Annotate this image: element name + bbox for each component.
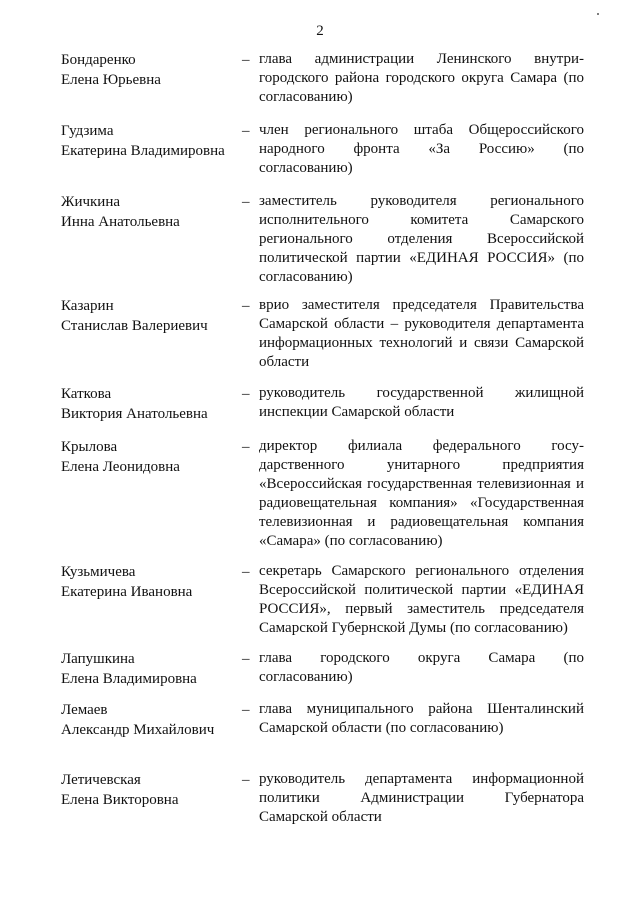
position-line: согласованию) — [259, 89, 353, 105]
surname: Жичкина — [61, 194, 121, 210]
surname: Казарин — [61, 298, 114, 314]
person-name — [61, 50, 241, 90]
position-description — [259, 50, 584, 107]
position-line: городского района городского округа Самара (по — [259, 70, 584, 86]
position-description — [259, 192, 584, 287]
position-description — [259, 384, 584, 422]
given-names: Инна Анатольевна — [61, 214, 180, 230]
surname: Бондаренко — [61, 52, 136, 68]
position-description — [259, 437, 584, 551]
person-name — [61, 700, 241, 740]
position-line: инспекции Самарской области — [259, 404, 455, 420]
person-name — [61, 649, 241, 689]
position-line: исполнительного комитета Самарского — [259, 212, 584, 228]
dash-separator: – — [242, 194, 250, 210]
surname: Гудзима — [61, 123, 114, 139]
person-name — [61, 121, 241, 161]
page-number: 2 — [316, 23, 324, 39]
position-line: дарственного унитарного предприятия — [259, 457, 584, 473]
position-line: член регионального штаба Общероссийского — [259, 122, 584, 138]
person-name — [61, 437, 241, 477]
position-line: телевизионная и радиовещательная компания — [259, 514, 584, 530]
dash-separator: – — [242, 52, 250, 68]
position-line: радиовещательная компания» «Государственная — [259, 495, 584, 511]
position-description — [259, 121, 584, 178]
position-description — [259, 296, 584, 372]
position-line: «Всероссийская государственная телевизионная и — [259, 476, 584, 492]
surname: Лемаев — [61, 702, 108, 718]
person-name — [61, 296, 241, 336]
position-description — [259, 649, 584, 687]
given-names: Екатерина Владимировна — [61, 143, 225, 159]
position-line: области — [259, 354, 310, 370]
position-line: согласованию) — [259, 269, 353, 285]
dash-separator: – — [242, 386, 250, 402]
dash-separator: – — [242, 123, 250, 139]
given-names: Екатерина Ивановна — [61, 584, 193, 600]
given-names: Станислав Валериевич — [61, 318, 208, 334]
position-description — [259, 770, 584, 827]
person-name — [61, 562, 241, 602]
scan-speck — [597, 13, 599, 15]
position-description — [259, 700, 584, 738]
given-names: Елена Викторовна — [61, 792, 179, 808]
position-line: секретарь Самарского регионального отделения — [259, 563, 584, 579]
position-line: политики Администрации Губернатора — [259, 790, 584, 806]
position-line: согласованию) — [259, 669, 353, 685]
position-line: РОССИЯ», первый заместитель председателя — [259, 601, 584, 617]
position-line: Самарской области (по согласованию) — [259, 720, 504, 736]
given-names: Виктория Анатольевна — [61, 406, 208, 422]
person-name — [61, 192, 241, 232]
position-line: народного фронта «За Россию» (по — [259, 141, 584, 157]
position-line: руководитель государственной жилищной — [259, 385, 584, 401]
position-line: глава муниципального района Шенталинский — [259, 701, 584, 717]
surname: Крылова — [61, 439, 118, 455]
surname: Каткова — [61, 386, 112, 402]
dash-separator: – — [242, 772, 250, 788]
surname: Кузьмичева — [61, 564, 136, 580]
position-line: Всероссийской политической партии «ЕДИНАЯ — [259, 582, 584, 598]
dash-separator: – — [242, 564, 250, 580]
position-line: политической партии «ЕДИНАЯ РОССИЯ» (по — [259, 250, 584, 266]
position-line: информационных технологий и связи Самарской — [259, 335, 584, 351]
position-line: глава администрации Ленинского внутри- — [259, 51, 584, 67]
position-line: Самарской области – руководителя департамента — [259, 316, 584, 332]
position-line: заместитель руководителя регионального — [259, 193, 584, 209]
given-names: Елена Юрьевна — [61, 72, 161, 88]
dash-separator: – — [242, 651, 250, 667]
dash-separator: – — [242, 439, 250, 455]
position-line: директор филиала федерального госу- — [259, 438, 584, 454]
surname: Летичевская — [61, 772, 141, 788]
person-name — [61, 384, 241, 424]
person-name — [61, 770, 241, 810]
position-line: согласованию) — [259, 160, 353, 176]
position-line: врио заместителя председателя Правительства — [259, 297, 584, 313]
position-line: регионального отделения Всероссийской — [259, 231, 584, 247]
position-line: «Самара» (по согласованию) — [259, 533, 443, 549]
dash-separator: – — [242, 298, 250, 314]
position-line: глава городского округа Самара (по — [259, 650, 584, 666]
position-line: Самарской области — [259, 809, 382, 825]
given-names: Александр Михайлович — [61, 722, 215, 738]
given-names: Елена Владимировна — [61, 671, 197, 687]
surname: Лапушкина — [61, 651, 135, 667]
dash-separator: – — [242, 702, 250, 718]
position-line: руководитель департамента информационной — [259, 771, 584, 787]
position-line: Самарской Губернской Думы (по согласованию) — [259, 620, 568, 636]
position-description — [259, 562, 584, 638]
given-names: Елена Леонидовна — [61, 459, 180, 475]
